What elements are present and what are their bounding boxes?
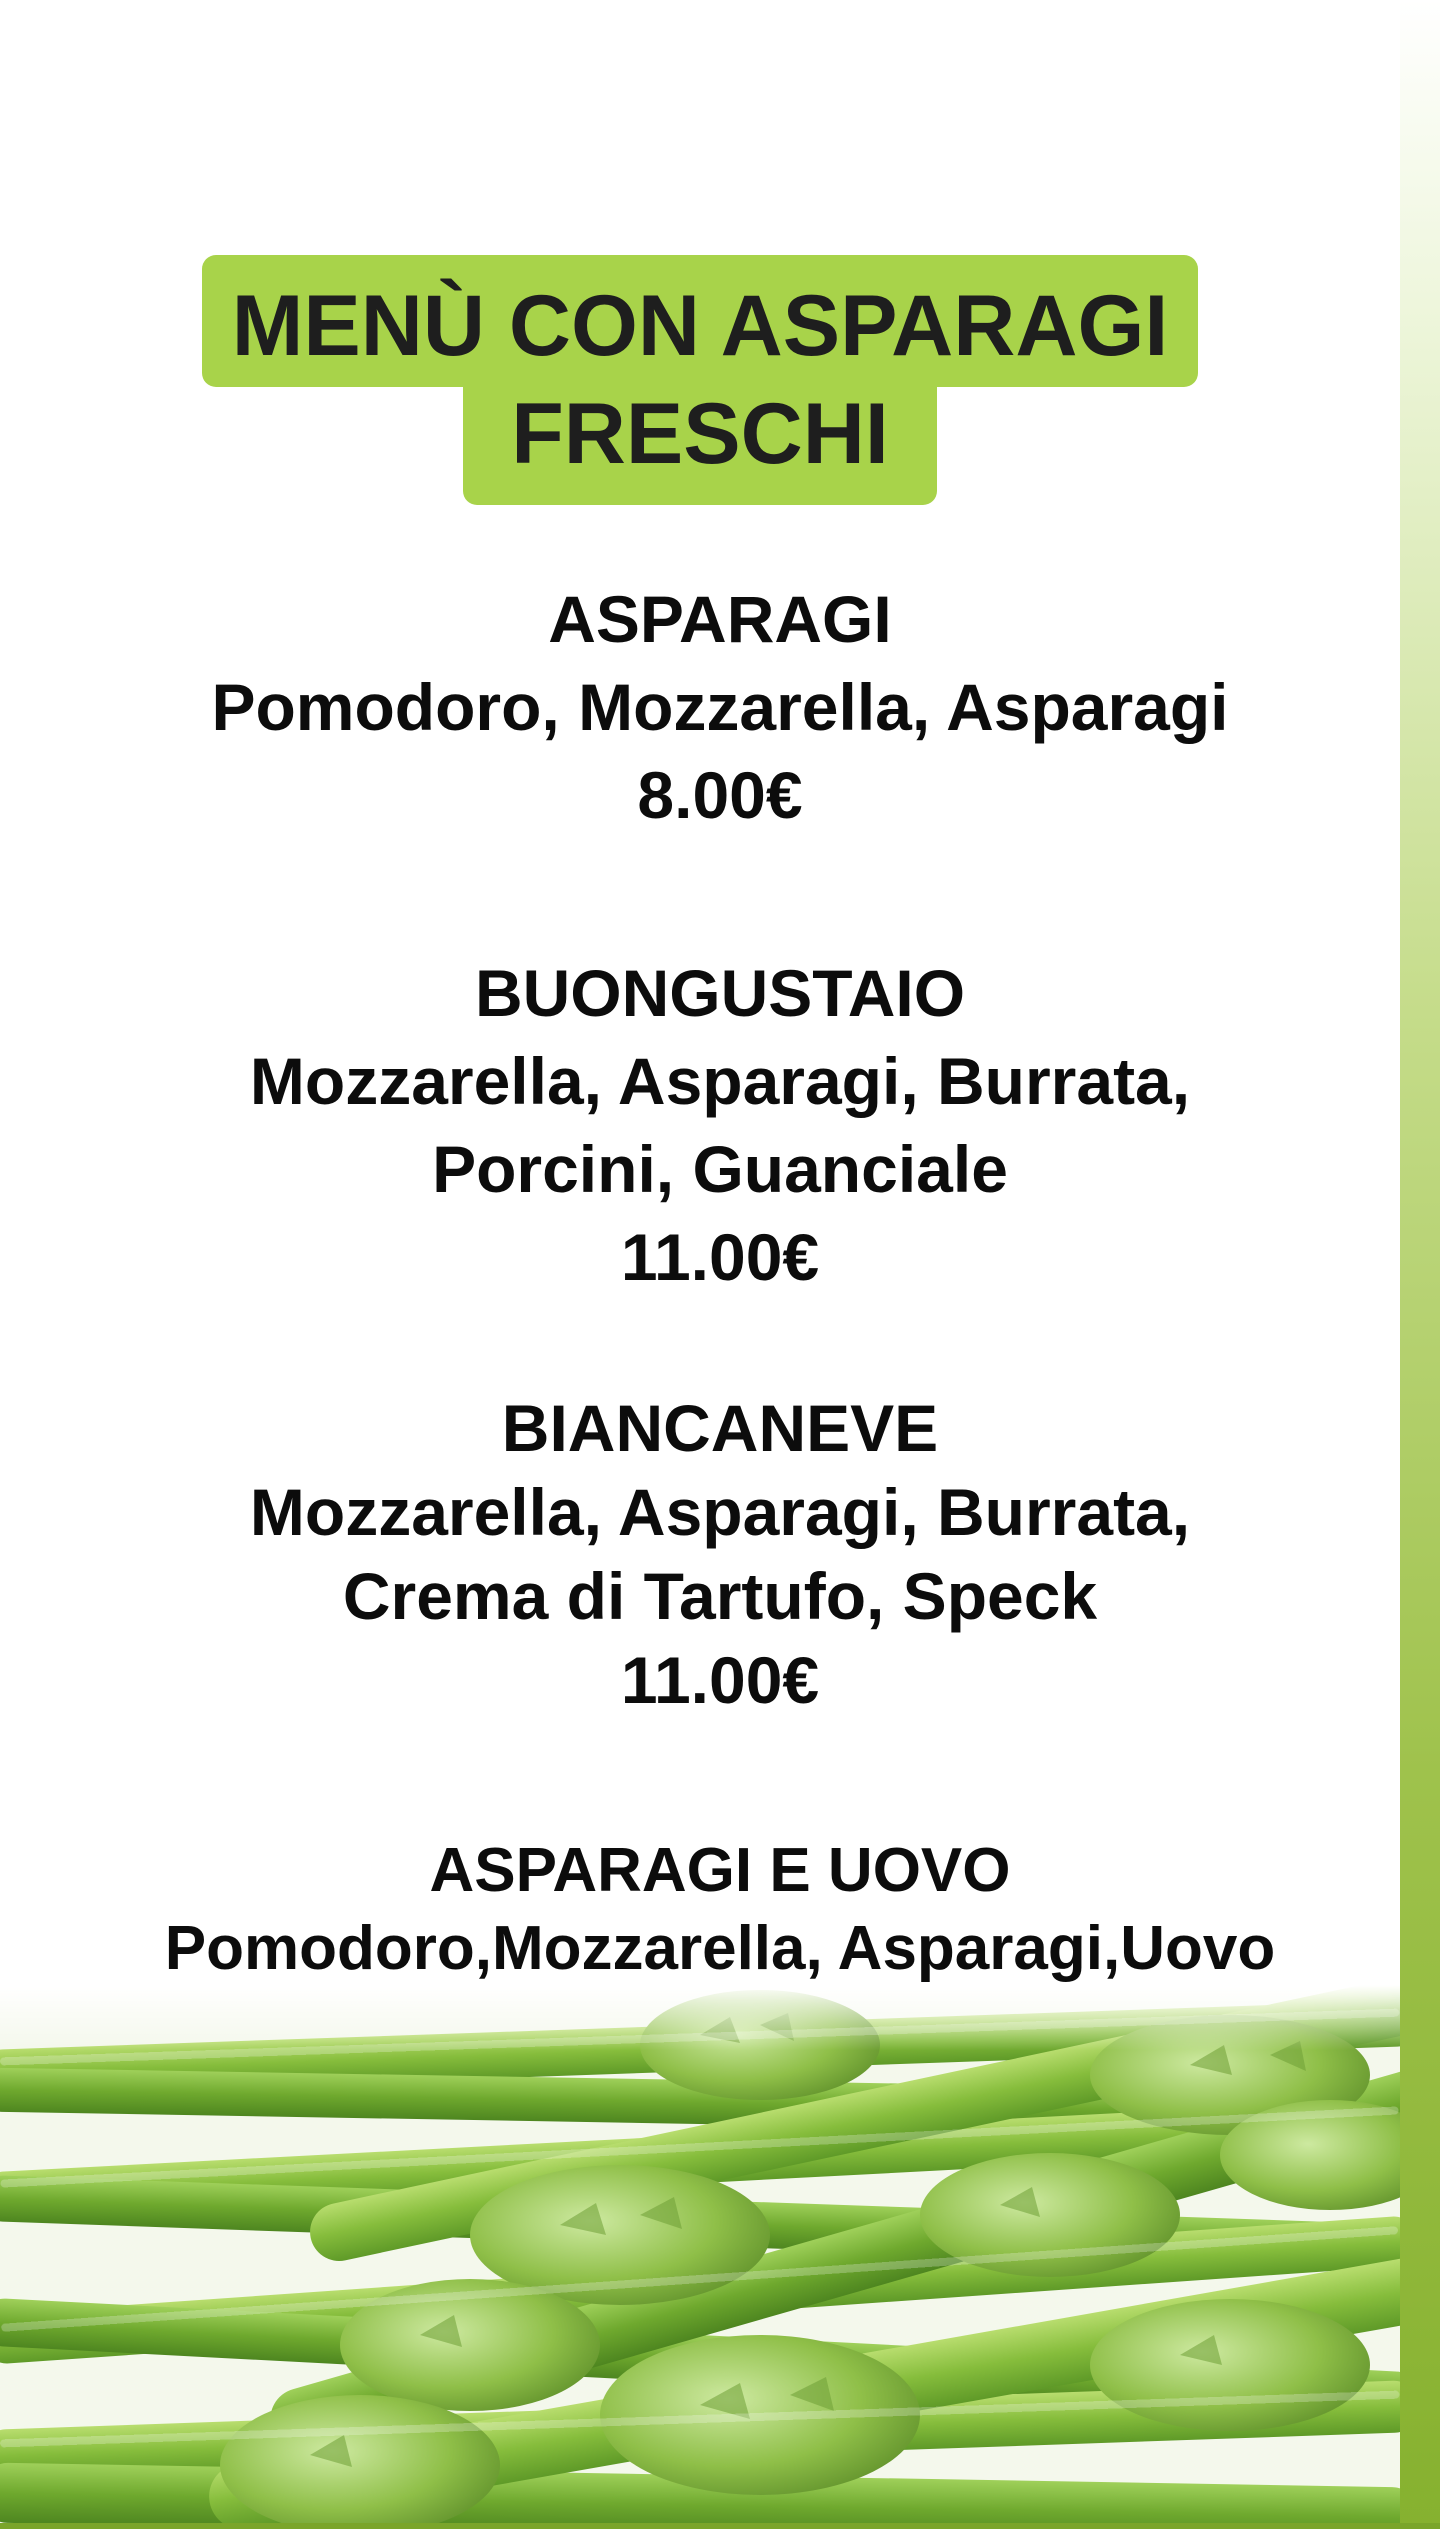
item-price: 11.00€ — [620, 1643, 820, 1717]
menu-item-asparagi — [0, 575, 1440, 839]
menu-title — [0, 255, 1400, 505]
item-name: BUONGUSTAIO — [474, 956, 966, 1030]
menu-item-biancaneve — [0, 1386, 1440, 1722]
item-description: Pomodoro,Mozzarella, Asparagi,Uovo — [164, 1914, 1276, 1983]
asparagus-illustration — [0, 1985, 1400, 2529]
menu-list — [0, 575, 1440, 2066]
item-price: 11.00€ — [620, 1220, 820, 1294]
bottom-accent-line — [0, 2523, 1440, 2529]
item-name: BIANCANEVE — [501, 1391, 939, 1465]
item-description: Mozzarella, Asparagi, Burrata, Porcini, Guanciale — [249, 1044, 1191, 1206]
menu-item-buongustaio — [0, 949, 1440, 1301]
menu-title-line-1: MENÙ CON ASPARAGI — [202, 255, 1198, 387]
item-name: ASPARAGI E UOVO — [429, 1836, 1011, 1905]
item-description: Pomodoro, Mozzarella, Asparagi — [211, 670, 1229, 744]
menu-title-line-2: FRESCHI — [463, 385, 936, 505]
item-description: Mozzarella, Asparagi, Burrata, Crema di Tartufo, Speck — [249, 1475, 1191, 1633]
item-price: 8.00€ — [637, 758, 803, 832]
item-name: ASPARAGI — [548, 582, 892, 656]
